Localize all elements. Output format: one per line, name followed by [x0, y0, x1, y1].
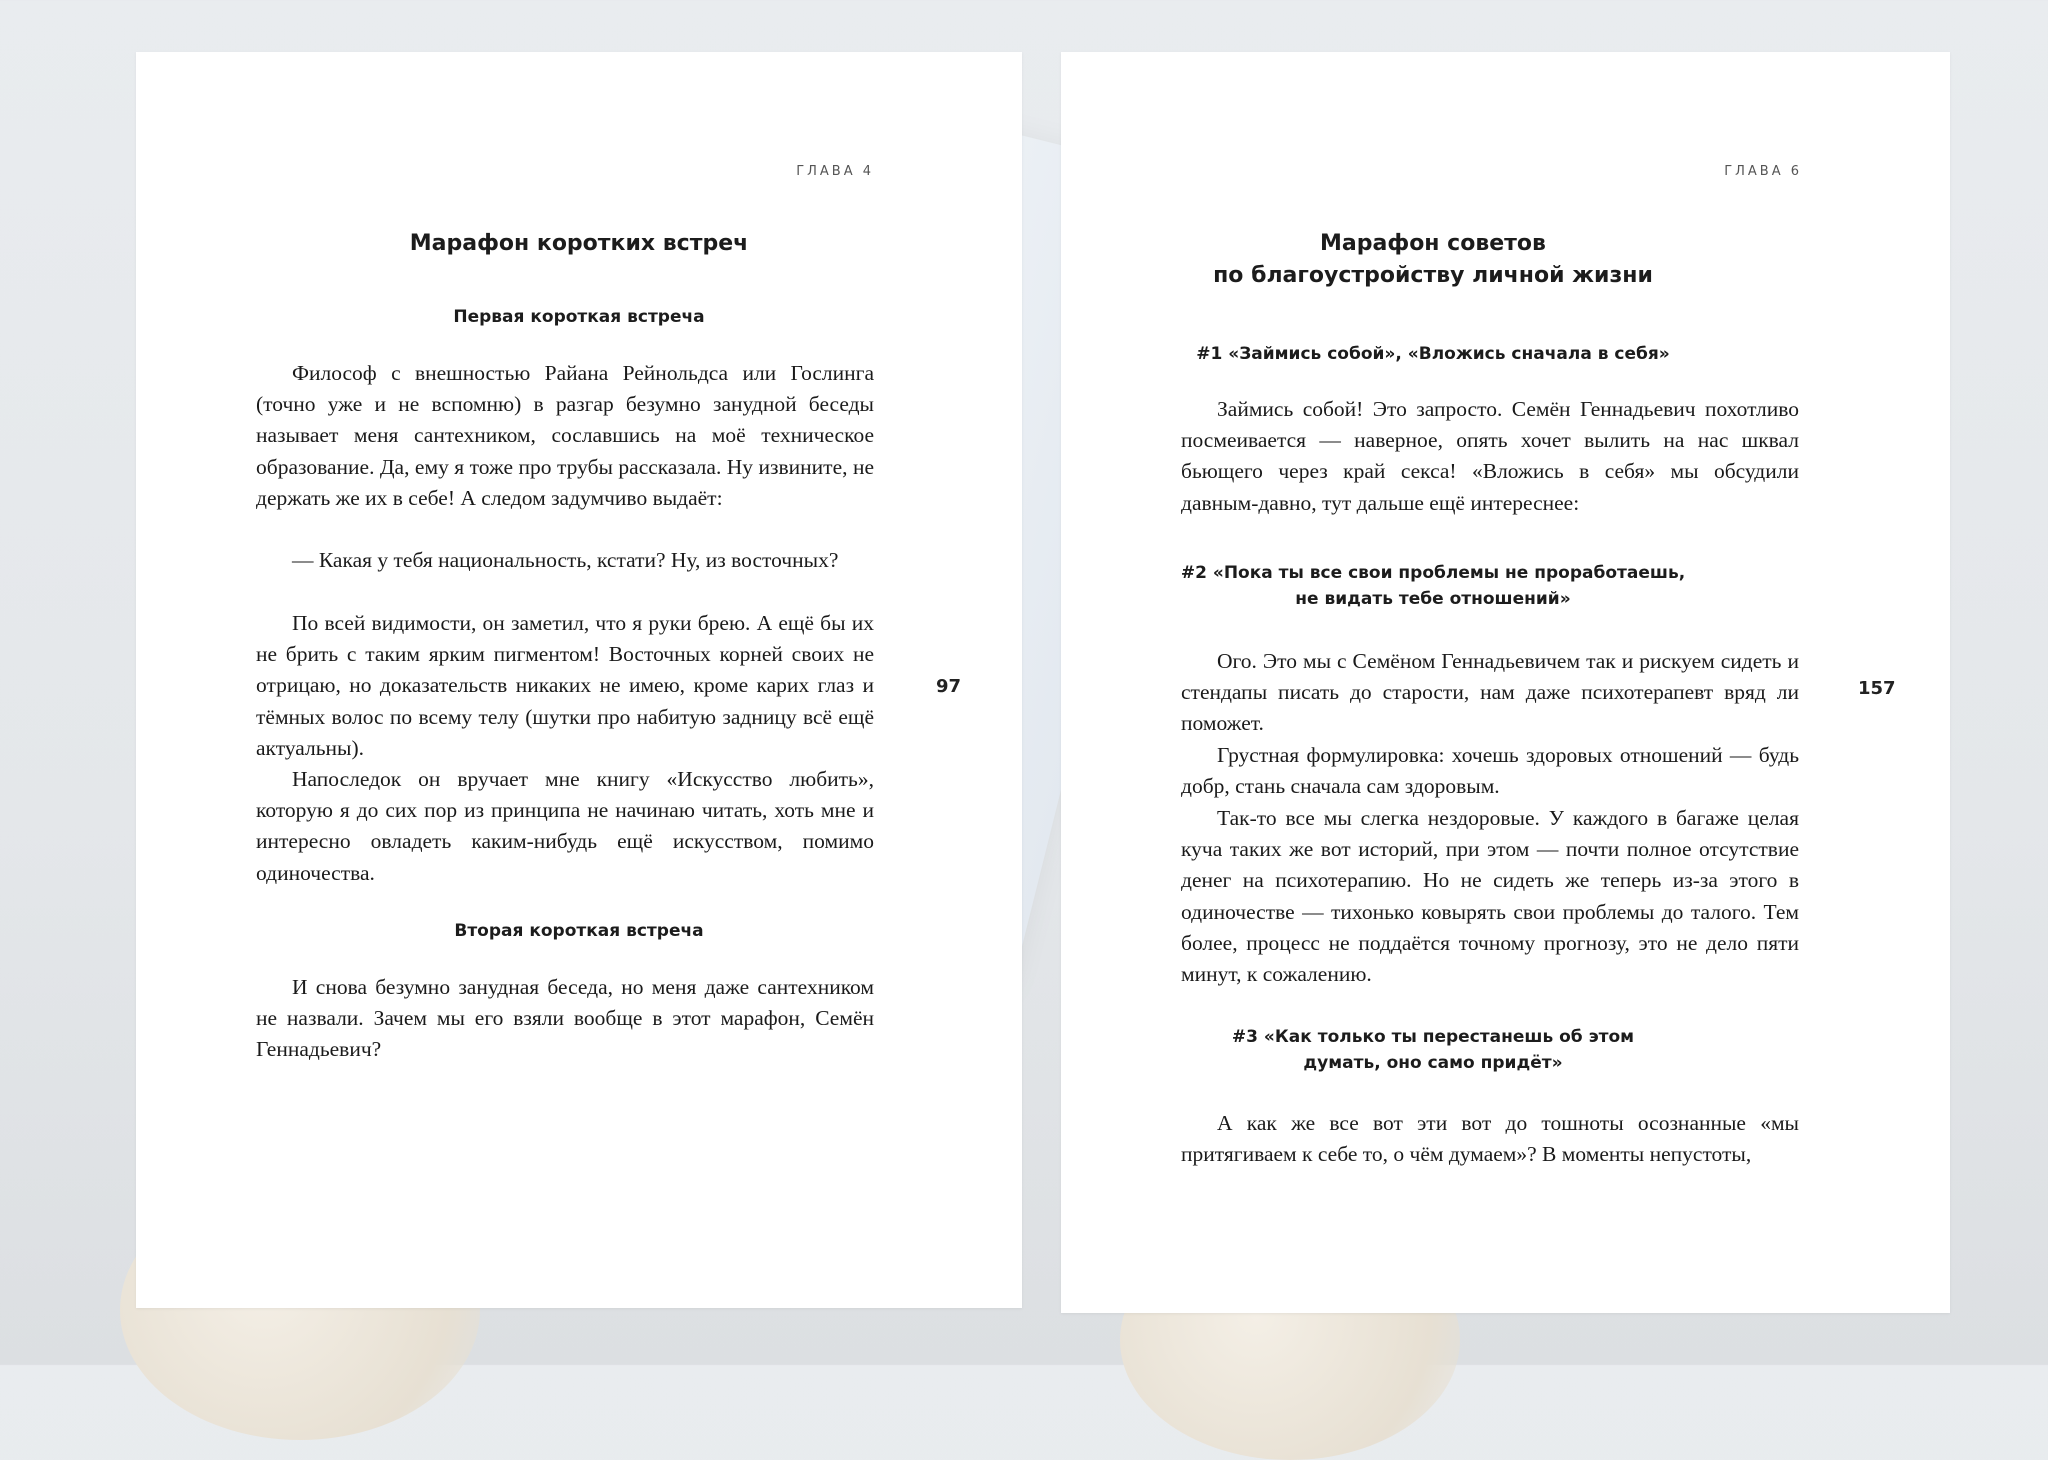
- section-heading-line-2: думать, оно само придёт»: [1303, 1053, 1563, 1073]
- chapter-title: Марафон коротких встреч: [409, 231, 749, 256]
- section-heading: Вторая короткая встреча: [454, 921, 704, 941]
- book-page-right: [1061, 52, 1950, 1313]
- paragraph: Грустная формулировка: хочешь здоровых отношений — будь добр, стань сначала сам здоровым.: [1181, 743, 1799, 799]
- section-heading: Первая короткая встреча: [453, 307, 705, 327]
- paragraph: Так-то все мы слегка нездоровые. У каждого в багаже целая куча таких же вот историй, при этом — почти полное отсутствие денег на психотерапию. Но не сидеть же теперь из-за этого в одиночестве — тихонько ковырять свои проблемы до талого. Тем более, процесс не поддаётся точному прогнозу, это не дело пяти минут, к сожалению.: [1181, 806, 1799, 987]
- chapter-label: ГЛАВА 6: [1724, 164, 1802, 179]
- paragraph: По всей видимости, он заметил, что я руки брею. А ещё бы их не брить с таким ярким пигментом! Восточных корней своих не отрицаю, но доказательств никаких не имею, кроме карих глаз и тёмных волос по всему телу (шутки про набитую задницу всё ещё актуальны).: [256, 611, 874, 760]
- chapter-title-line-2: по благоустройству личной жизни: [1213, 263, 1653, 288]
- section-heading: #1 «Займись собой», «Вложись сначала в себя»: [1196, 344, 1670, 364]
- paragraph: Ого. Это мы с Семёном Геннадьевичем так и рискуем сидеть и стендапы писать до старости, нам даже психотерапевт вряд ли поможет.: [1181, 649, 1799, 736]
- page-number: 97: [936, 676, 962, 697]
- paragraph: Займись собой! Это запросто. Семён Геннадьевич похотливо посмеивается — наверное, опять хочет вылить на нас шквал бьющего через край секса! «Вложись в себя» мы обсудили давным-давно, тут дальше ещё интереснее:: [1181, 397, 1799, 515]
- section-heading-line-1: #3 «Как только ты перестанешь об этом: [1231, 1027, 1635, 1047]
- paragraph: А как же все вот эти вот до тошноты осознанные «мы притягиваем к себе то, о чём думаем»? В моменты непустоты,: [1181, 1111, 1799, 1167]
- chapter-title-line-1: Марафон советов: [1320, 231, 1546, 256]
- section-heading-line-2: не видать тебе отношений»: [1295, 589, 1571, 609]
- section-heading-line-1: #2 «Пока ты все свои проблемы не проработаешь,: [1180, 563, 1686, 583]
- paragraph: Философ с внешностью Райана Рейнольдса или Гослинга (точно уже и не вспомню) в разгар безумно занудной беседы называет меня сантехником, сославшись на моё техническое образование. Да, ему я тоже про трубы рассказала. Ну извините, не держать же их в себе! А следом задумчиво выдаёт:: [256, 361, 874, 510]
- page-number: 157: [1858, 678, 1896, 699]
- paragraph: — Какая у тебя национальность, кстати? Ну, из восточных?: [292, 548, 839, 572]
- paragraph: И снова безумно занудная беседа, но меня даже сантехником не назвали. Зачем мы его взяли вообще в этот марафон, Семён Геннадьевич?: [256, 975, 874, 1062]
- chapter-label: ГЛАВА 4: [796, 164, 874, 179]
- paragraph: Напоследок он вручает мне книгу «Искусство любить», которую я до сих пор из принципа не начинаю читать, хоть мне и интересно овладеть каким-нибудь ещё искусством, помимо одиночества.: [256, 767, 874, 885]
- book-page-left: [136, 52, 1022, 1308]
